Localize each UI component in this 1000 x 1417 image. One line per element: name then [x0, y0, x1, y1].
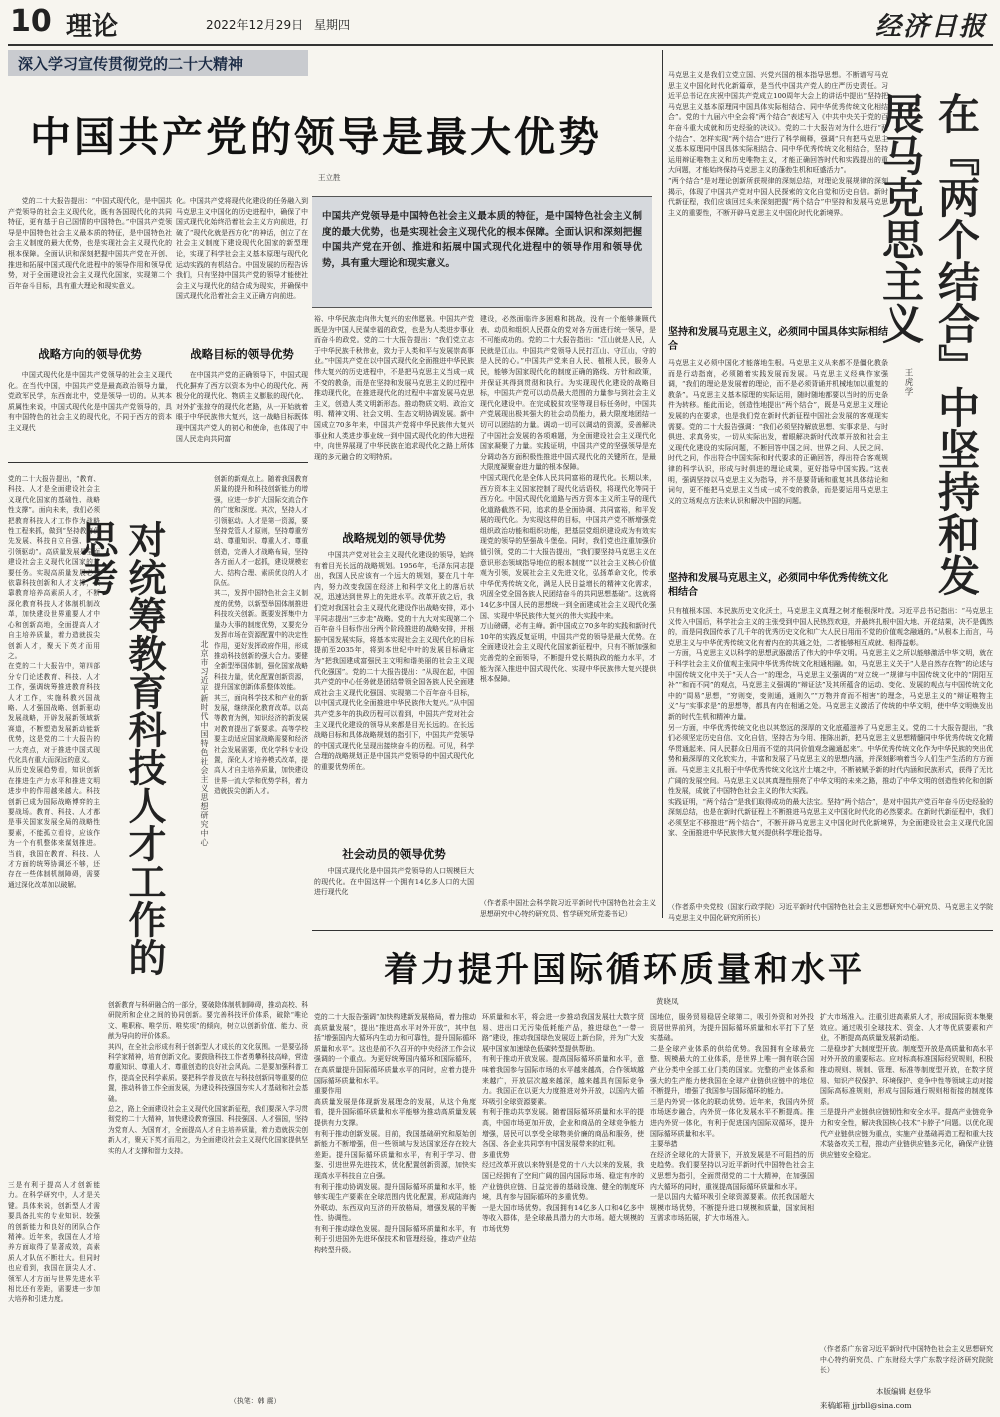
article1-sec1-text: 中国式现代化是中国共产党领导的社会主义现代化。在当代中国，中国共产党是最高政治领导力量，党政军民学，东西南北中，党是领导一切的。从其本质属性来说，中国式现代化是中国共产党领导的，具有中国特色的社会主义的现代化，不同于西方的资本主义现代 — [8, 371, 172, 432]
banner — [8, 50, 308, 76]
article2-sec2-heading: 坚持和发展马克思主义，必须同中华优秀传统文化相结合 — [668, 573, 888, 598]
newspaper-logo: 经济日报 — [874, 12, 987, 42]
article1-col4: 建设，必然面临许多困难和挑战，没有一个能够兼顾代表、动员和组织人民群众的党对各方面进行统一领导，是不可能成功的。党的二十大报告指出：“江山就是人民，人民就是江山。中国共产党领导人民打江山、守江山，守的是人民的心。”中国共产党来自人民、植根人民，服务人民，能够为国家现代化的制度正确的路线、方针和政策，并保证其得到贯彻和执行。为实现现代化建设的战略目标，中国共产党可以动员最大范围的力量参与到社会主义现代化建设中。在完成脱贫攻坚等现目标任务时，中国共产党展现出极其强大的社会动员能力，最大限度地团结一切可以团结的力量。调动一切可以调动的资源，妥善解决了中国社会发展的各项难题，为全面建设社会主义现代化国家凝聚了力量。实践证明，中国共产党的坚强领导是充分调动各方面积极性推进中国式现代化的关键所在，是最大限度凝聚奋进力量的根本保障。 中国式现代化是全体人民共同富裕的现代化。长期以来，西方资本主义国家控制了现代化话语权，将现代化等同于西方化。中国式现代化道路与西方资本主义所主导的现代化道路截然不同，追求的是全面协调、共同富裕，和平发展的现代化。为实现这样的目标，中国共产党不断增强党组织政治功能和组织功能，把基层党组织建设成为有效实现党的领导的坚强战斗堡垒。同时，我们党也注重加强价值引领，党的二十大报告提出，“我们要坚持马克思主义在意识形态领域指导地位的根本制度”“以社会主义核心价值观为引领，发展社会主义先进文化，弘扬革命文化，传承中华优秀传统文化，满足人民日益增长的精神文化需求，巩固全党全国各族人民团结奋斗的共同思想基础”。这就将14亿多中国人民的思想统一到全面建成社会主义现代化强国、实现中华民族伟大复兴的伟大实践中来。 万山磅礴，必有主峰。新中国成立70多年的实践和新时代10年的实践反复证明，中国共产党的领导是最大优势。在全面建设社会主义现代化国家新征程中，只有不断加强和完善党的全面领导，不断提升党长期执政的能力水平，才能为深入推进中国式现代化、实现中华民族伟大复兴提供根本保障。 — [480, 315, 656, 684]
article2-sec1-heading: 坚持和发展马克思主义，必须同中国具体实际相结合 — [668, 327, 888, 352]
article1-sec1-heading: 战略方向的领导优势 — [38, 347, 142, 361]
article1-lead-col1: 党的二十大报告提出：“中国式现代化，是中国共产党领导的社会主义现代化，既有各国现代化的共同特征，更有基于自己国情的中国特色。”中国共产党领导是中国特色社会主义最本质的特征，是中国特色社会主义制度的最大优势，也是实现社会主义现代化的根本保障。全面认识和深刻把握中国共产党在开创、推进和拓展中国式现代化进程中的领导作用和领导优势，对于全面建设社会主义现代化国家，实现第二个百年奋斗目标，具有重大理论和现实意义。 — [8, 197, 172, 290]
article3-bottom-left: 三是有利于提高人才创新能力。在科学研究中，人才是关键。具体来说，创新型人才需要具备扎实的专业知识、较强的创新能力和良好的团队合作精神。近年来，我国在人才培养方面取得了显著成效，高素质人才队伍不断壮大。但同时也应看到，我国在顶尖人才、领军人才方面与世界先进水平相比还有差距，需要进一步加大培养和引进力度。 — [8, 1181, 100, 1304]
article3-col1: 党的二十大报告提出，“教育、科技、人才是全面建设社会主义现代化国家的基础性、战略性支撑”。面向未来，我们必须把教育科技人才工作作为战略性工程来抓，做到“坚持教育优先发展、科技自立自强、人才引领驱动”。高质量发展是全面建设社会主义现代化国家的首要任务。实现高质量发展必须依靠科技创新和人才支撑，依靠教育培养高素质人才，不断深化教育科技人才体制机制改革，加快建设世界重要人才中心和创新高地，全面提高人才自主培养质量，着力造就拔尖创新人才，聚天下英才而用之。 在党的二十大报告中，第四部分专门论述教育、科技、人才工作，强调统筹推进教育科技人才工作，实施科教兴国战略、人才强国战略、创新驱动发展战略，开辟发展新领域新赛道，不断塑造发展新动能新优势，这是党的二十大报告的一大亮点，对于推进中国式现代化具有重大而深远的意义。 从历史发展趋势看，知识创新在推进生产力水平和推进文明进步中的作用越来越大。科技创新已成为国际战略博弈的主要战场。教育、科技、人才都是事关国家发展全局的战略性要素，不能孤立看待，应该作为一个有机整体来谋划推进。当前，我国在教育、科技、人才方面的统筹协调还不够，还存在一些体制机制障碍，需要通过深化改革加以破解。 — [8, 475, 100, 889]
page-number: 10 — [10, 4, 52, 39]
article3-col2: 创新的新观点上。随着我国教育质量的提升和科技创新能力的增强，应进一步扩大国际交流合作的广度和深度。其次，坚持人才引领驱动。人才是第一资源，要坚持党管人才原则，坚持尊重劳动、尊重知识、尊重人才、尊重创造，完善人才战略布局，坚持各方面人才一起抓，建设规模宏大、结构合理、素质优良的人才队伍。 其二，发挥中国特色社会主义制度的优势，以新型举国体制推进科技攻关创新。既要发挥集中力量办大事的制度优势，又要充分发挥市场在资源配置中的决定性作用，更好发挥政府作用，形成推动科技创新的强大合力。要健全新型举国体制，强化国家战略科技力量，优化配置创新资源，提升国家创新体系整体效能。 其三，面向科学技术和产业的新发展，继续深化教育改革。以高等教育为例，知识经济的新发展对教育提出了新要求。高等学校要主动适应国家战略需要和经济社会发展需要，优化学科专业设置，深化人才培养模式改革，提高人才自主培养质量，加快建设世界一流大学和优势学科，着力造就拔尖创新人才。 — [214, 475, 308, 796]
footer-email: 来稿邮箱 jjrbll@sina.com — [820, 1401, 912, 1410]
issue-weekday: 星期四 — [314, 18, 351, 32]
banner-text: 深入学习宣传贯彻党的二十大精神 — [18, 55, 244, 73]
section-name: 理论 — [66, 12, 119, 42]
masthead — [8, 4, 993, 44]
article1-author-note: （作者系中国社会科学院习近平新时代中国特色社会主义思想研究中心特约研究员、哲学研究所党委书记） — [480, 899, 656, 918]
article2-title: 在『两个结合』中坚持和发展马克思主义 — [876, 92, 981, 596]
article4-author: 黄晓凤 — [656, 997, 679, 1006]
article3-author-note: （执笔：韩 震） — [230, 1397, 281, 1405]
article1-title: 中国共产党的领导是最大优势 — [30, 113, 602, 161]
article3-author: 北京市习近平新时代中国特色社会主义思想研究中心 — [200, 640, 209, 847]
article1-sec4-text: 中国式现代化是中国共产党领导的人口规模巨大的现代化。在中国这样一个拥有14亿多人口的大国进行现代化 — [314, 867, 474, 897]
article1-lead-col2: 化。中国共产党将现代化建设的任务融入到马克思主义中国化的历史进程中，确保了中国式现代化始终沿着社会主义方向前进，打破了“现代化就是西方化”的神话，创立了在社会主义制度下建设现代化国家的新型理论，实现了科学社会主义基本原理与现代化运动实践的有机结合。中国发展的历程告诉我们，只有坚持中国共产党的领导才能使社会主义与现代化的结合成为现实，并确保中国式现代化沿着社会主义正确方向前进。 — [176, 197, 308, 301]
article3-title: 对统筹教育科技人才工作的思考 — [74, 520, 166, 976]
article4-title: 着力提升国际循环质量和水平 — [384, 950, 865, 990]
article4-col4: 扩大市场准入。注重引进高素质人才，形成国际资本集聚效应。通过吸引全球技术、资金、人才等优质要素和产业，不断提高高质量发展新动能。 二是稳步扩大制度型开放。制度型开放是高质量和高水平对外开放的重要标志。应对标高标准国际经贸规则，积极推动规则、规制、管理、标准等制度型开放，在数字贸易、知识产权保护、环境保护、竞争中性等领域主动对接国际高标准规则，形成与国际通行规则相衔接的制度体系。 三是提升产业链供应链韧性和安全水平。提高产业链竞争力和安全性，解决我国核心技术“卡脖子”问题。以优化现代产业链供应链为重点，实施产业基础再造工程和重大技术装备攻关工程，推动产业链供应链多元化，确保产业链供应链安全稳定。 — [820, 1013, 993, 1159]
article2-author-note: （作者系中央党校（国家行政学院）习近平新时代中国特色社会主义思想研究中心研究员、马克思主义学院马克思主义中国化研究所所长） — [668, 903, 993, 922]
pull-quote-text: 中国共产党领导是中国特色社会主义最本质的特征，是中国特色社会主义制度的最大优势，也是实现社会主义现代化的根本保障。全面认识和深刻把握中国共产党在开创、推进和拓展中国式现代化进程中的领导作用和领导优势，具有重大理论和现实意义。 — [322, 211, 642, 269]
masthead-rule — [8, 44, 993, 46]
article1-author: 王立胜 — [318, 173, 341, 182]
article4-col1: 党的二十大报告强调“加快构建新发展格局，着力推动高质量发展”，提出“推进高水平对外开放”，其中包括“增强国内大循环内生动力和可靠性，提升国际循环质量和水平”。这也是前不久召开的中央经济工作会议强调的一个重点。为更好统筹国内循环和国际循环，在高质量提升国际循环质量水平的同时，应着力提升国际循环质量和水平。 重要作用 高质量发展是体现新发展理念的发展，从这个角度看，提升国际循环质量和水平能够为推动高质量发展提供有力支撑。 有利于推动创新发展。目前，我国基础研究和原始创新能力不断增强，但一些领域与发达国家还存在较大差距。提升国际循环质量和水平，有利于学习、借鉴、引进世界先进技术，优化配置创新资源，加快实现高水平科技自立自强。 有利于推动协调发展。提升国际循环质量和水平，能够实现生产要素在全球范围内优化配置，形成陆海内外联动、东西双向互济的开放格局，增强发展的平衡性、协调性。 有利于推动绿色发展。提升国际循环质量和水平，有利于引进国外先进环保技术和管理经验，推动产业结构转型升级。 — [314, 1013, 477, 1255]
article2-divider — [662, 50, 663, 918]
article2-author: 王虎学 — [903, 368, 913, 397]
article3-top-rule — [8, 462, 308, 463]
article4-top-rule — [312, 930, 993, 931]
article1-sec2-text: 在中国共产党的正确领导下，中国式现代化摒弃了西方以资本为中心的现代化、两极分化的现代化、物质主义膨胀的现代化、对外扩张掠夺的现代化老路，从一开始就着眼于中华民族伟大复兴，这一战略目标既体现中国共产党人的初心和使命，也体现了中国人民走向共同富 — [176, 371, 308, 443]
article1-sec3-heading: 战略规划的领导优势 — [342, 531, 446, 545]
article4-col3: 国地位，服务贸易稳居全球第二，吸引外资和对外投资居世界前列，为提升国际循环质量和水平打下了坚实基础。 二是全球产业体系的供给优势。我国拥有全球最完整、规模最大的工业体系，是世界上唯一拥有联合国产业分类中全部工业门类的国家。完整的产业体系和强大的生产能力使我国在全球产业链供应链中的地位不断提升，增强了我国参与国际循环的能力。 三是内外贸一体化的联动优势。近年来，我国内外贸市场逐步融合，内外贸一体化发展水平不断提高。推进内外贸一体化，有利于促进国内国际双循环，提升国际循环质量和水平。 主要举措 在经济全球化的大背景下，开放发展是不可阻挡的历史趋势。我们要坚持以习近平新时代中国特色社会主义思想为指引，全面贯彻党的二十大精神，在加强国内大循环的同时，重视提高国际循环质量和水平。 一是以国内大循环吸引全球资源要素。依托我国超大规模市场优势，不断提升进口规模和质量，国家间相互需求市场拓展，扩大市场准入。 — [650, 1013, 814, 1223]
article4-col2: 环质量和水平，将会进一步推动我国发展壮大数字贸易、进出口无污染低耗能产品，推进绿色“一带一路”建设，推动我国绿色发展迈上新台阶，并为广大发展中国家加速绿色低碳转型提供帮助。 有利于推动开放发展。提高国际循环质量和水平，意味着我国参与国际市场的水平越来越高，合作领域越来越广，开放层次越来越深，越来越具有国际竞争力。我国正在以更大力度推进对外开放，以国内大循环吸引全球资源要素。 有利于推动共享发展。随着国际循环质量和水平的提高，中国市场更加开放，企业和商品的全球竞争能力增强，居民可以享受全球物美价廉的商品和服务，使各国、各企业共同享有中国发展带来的红利。 多重优势 经过改革开放以来特别是党的十八大以来的发展，我国已经拥有了空间广阔的国内国际市场、稳定有序的产业链供应链、日益完善的基础设施、健全的制度环境，具有参与国际循环的多重优势。 一是大国市场优势。我国拥有14亿多人口和4亿多中等收入群体，是全球最具潜力的大市场。超大规模的市场优势 — [482, 1013, 645, 1233]
article2-sec1-text: 马克思主义必须中国化才能落地生根。马克思主义从来都不是僵化教条而是行动指南，必须随着实践发展而发展。马克思主义经典作家强调，“我们的理论是发展着的理论，而不是必须背诵并机械地加以重复的教条”。马克思主义基本原理的实际运用，随时随地都要以当时的历史条件为转移。能此而论，创造性地提出“两个结合”，既是马克思主义理论发展的内在要求，也是我们党在新时代新征程中国社会发展的客观现实需要。党的二十大报告强调：“我们必须坚持解放思想、实事求是、与时俱进、求真务实，一切从实际出发，着眼解决新时代改革开放和社会主义现代化建设的实际问题，不断回答中国之问、世界之问、人民之问、时代之问，作出符合中国实际和时代要求的正确回答，得出符合客观规律的科学认识，形成与时俱进的理论成果，更好指导中国实践。”这表明，强调坚持以马克思主义为指导，并不是要背诵和重复其具体结论和词句，更不能把马克思主义当成一成不变的教条，而是要运用马克思主义的立场观点方法来认识和解决中国的问题。 — [668, 359, 888, 505]
issue-date: 2022年12月29日 — [206, 18, 304, 32]
article1-sec3-text: 中国共产党对社会主义现代化建设的领导，始终有着目光长远的战略规划。1956年，毛泽东同志提出，我国人民应该有一个远大的规划，要在几十年内，努力改变我国在经济上和科学文化上的落后状况，迅速达到世界上的先进水平。改革开放之后，我们党对我国社会主义现代化建设作出战略安排，邓小平同志提出“三步走”战略。党的十九大对实现第二个百年奋斗目标作出分两个阶段推进的战略安排，并根据中国发展实际，将基本实现社会主义现代化的目标提前至2035年，将到本世纪中叶的发展目标确定为“把我国建成富强民主文明和谐美丽的社会主义现代化强国”。党的二十大报告提出：“从现在起，中国共产党的中心任务就是团结带领全国各族人民全面建成社会主义现代化强国、实现第二个百年奋斗目标，以中国式现代化全面推进中华民族伟大复兴。”从中国共产党多年的执政历程可以看到，中国共产党对社会主义现代化建设的领导从来都是目光长远的。在长远战略目标和具体战略规划的指引下，中国共产党领导的中国式现代化呈现出接续奋斗的历程。可见，科学合理的战略规划正是中国共产党领导的中国式现代化的重要优势所在。 — [314, 551, 474, 771]
article1-sec4-heading: 社会动员的领导优势 — [342, 847, 446, 861]
article2-sec2-text: 只有植根本国、本民族历史文化沃土，马克思主义真理之树才能根深叶茂。习近平总书记指出：“马克思主义传入中国后，科学社会主义的主张受到中国人民热烈欢迎，并最终扎根中国大地、开花结果，决不是偶然的，而是同我国传承了几千年的优秀历史文化和广大人民日用而不觉的价值观念融通的。”从根本上而言，马克思主义与中华优秀传统文化有着内在的共通之处，二者能够相互成就、相得益彰。 一方面，马克思主义以科学的思想武器激活了伟大的中华文明。马克思主义之所以能够激活中华文明，就在于科学社会主义价值观主张同中华优秀传统文化相通相融。如，马克思主义关于“人是自然存在物”的论述与中国传统文化中关于“天人合一”的理念，马克思主义强调的“对立统一”规律与中国传统文化中的“阴阳互补”“和而不同”的观点，马克思主义强调的“辩证法”及其所蕴含的运动、变化、发展的观点与中国传统文化中的“周易”思想，“穷则变，变则通，通则久”“万物并育而不相害”的理念，马克思主义的“辩证唯物主义”与“实事求是”的思想等，都具有内在相通之处。马克思主义激活了传统的中华文明，使中华文明焕发出新的时代生机和精神力量。 另一方面，中华优秀传统文化也以其悠远的深厚的文化底蕴滋养了马克思主义。党的二十大报告提出，“我们必须坚定历史自信、文化自信，坚持古为今用、推陈出新，把马克思主义思想精髓同中华优秀传统文化精华贯通起来、同人民群众日用而不觉的共同价值观念融通起来”。中华优秀传统文化作为中华民族的突出优势和最深厚的文化软实力，丰富和发展了马克思主义的思想内涵，并深刻影响着当今人们生产生活的方方面面。马克思主义扎根于中华优秀传统文化这片土壤之中，不断被赋予新的时代内涵和民族形式，获得了无比广阔的发展空间。马克思主义以其真理性照亮了中华文明的未来之路，推动了中华文明的创造性转化和创新性发展，成就了中国特色社会主义的伟大实践。 实践证明，“两个结合”是我们取得成功的最大法宝。坚持“两个结合”，是对中国共产党百年奋斗历史经验的深刻总结，也是在新时代新征程上不断推进马克思主义中国化时代化的必然要求。在新时代新征程中，我们必须坚定不移推进“两个结合”，不断开辟马克思主义中国化时代化新境界，为全面建设社会主义现代化国家、全面推进中华民族伟大复兴提供科学理论指导。 — [668, 607, 993, 838]
article2-intro: 马克思主义是我们立党立国、兴党兴国的根本指导思想。不断谱写马克思主义中国化时代化新篇章，是当代中国共产党人的庄严历史责任。习近平总书记在庆祝中国共产党成立100周年大会上的讲话中提出“坚持把马克思主义基本原理同中国具体实际相结合、同中华优秀传统文化相结合”。党的十九届六中全会将“两个结合”表述写入《中共中央关于党的百年奋斗重大成就和历史经验的决议》。党的二十大报告对为什么进行“两个结合”、怎样实现“两个结合”进行了科学阐释，强调“只有把马克思主义基本原理同中国具体实际相结合、同中华优秀传统文化相结合，坚持运用辩证唯物主义和历史唯物主义，才能正确回答时代和实践提出的重大问题，才能始终保持马克思主义的蓬勃生机和旺盛活力”。 “两个结合”是对理论创新所获规律的深刻总结，对理论发展规律的深刻揭示，体现了中国共产党对中国人民探索的文化自觉和历史自信。新时代新征程，我们应该回过头来深刻把握“两个结合”中坚持和发展马克思主义的重要性，不断开辟马克思主义中国化时代化新境界。 — [668, 71, 888, 217]
article1-col3a: 裕、中华民族走向伟大复兴的宏伟愿景。中国共产党既是为中国人民谋幸福的政党，也是为人类进步事业而奋斗的政党。党的二十大报告提出：“我们党立志于中华民族千秋伟业，致力于人类和平与发展崇高事业。”中国共产党在以中国式现代化全面推进中华民族伟大复兴的历史进程中，不是把马克思主义当成一成不变的教条，而是在坚持和发展马克思主义的过程中推动现代化，在推进现代化的过程中丰富发展马克思主义，创造人类文明新形态。推动物质文明、政治文明、精神文明、社会文明、生态文明协调发展。新中国成立70多年来，中国共产党将中华民族伟大复兴事业和人类进步事业统一到中国式现代化的伟大进程中，向世界展现了中华民族在追求现代化之路上所体现的多元融合的文明特质。 — [314, 315, 474, 461]
article1-pull-quote — [312, 196, 652, 308]
article4-author-note: （作者系广东省习近平新时代中国特色社会主义思想研究中心特约研究员、广东财经大学广东数字经济研究院院长） — [820, 1345, 993, 1375]
article1-sec2-heading: 战略目标的领导优势 — [190, 347, 294, 361]
article3-col3: 创新教育与科研融合的一部分，要破除体制机制障碍，推动高校、科研院所和企业之间的协同创新。要完善科技评价体系，破除“唯论文、唯职称、唯学历、唯奖项”的倾向，树立以创新价值、能力、贡献为导向的评价体系。 其四，在全社会形成有利于创新型人才成长的文化氛围。一是要弘扬科学家精神，培育创新文化。要鼓励科技工作者勇攀科技高峰，营造尊重知识、尊重人才、尊重创造的良好社会风尚。二是要加强科普工作，提高全民科学素质。要把科学普及放在与科技创新同等重要的位置，推动科普工作全面发展，为建设科技强国夯实人才基础和社会基础。 总之，路上全面建设社会主义现代化国家新征程，我们要深入学习贯彻党的二十大精神，加快建设教育强国、科技强国、人才强国，坚持为党育人、为国育才，全面提高人才自主培养质量，着力造就拔尖创新人才，聚天下英才而用之，为全面建设社会主义现代化国家提供坚实的人才支撑和智力支持。 — [108, 1001, 308, 1155]
footer-editors: 本版编辑 赵登华 — [876, 1387, 931, 1396]
